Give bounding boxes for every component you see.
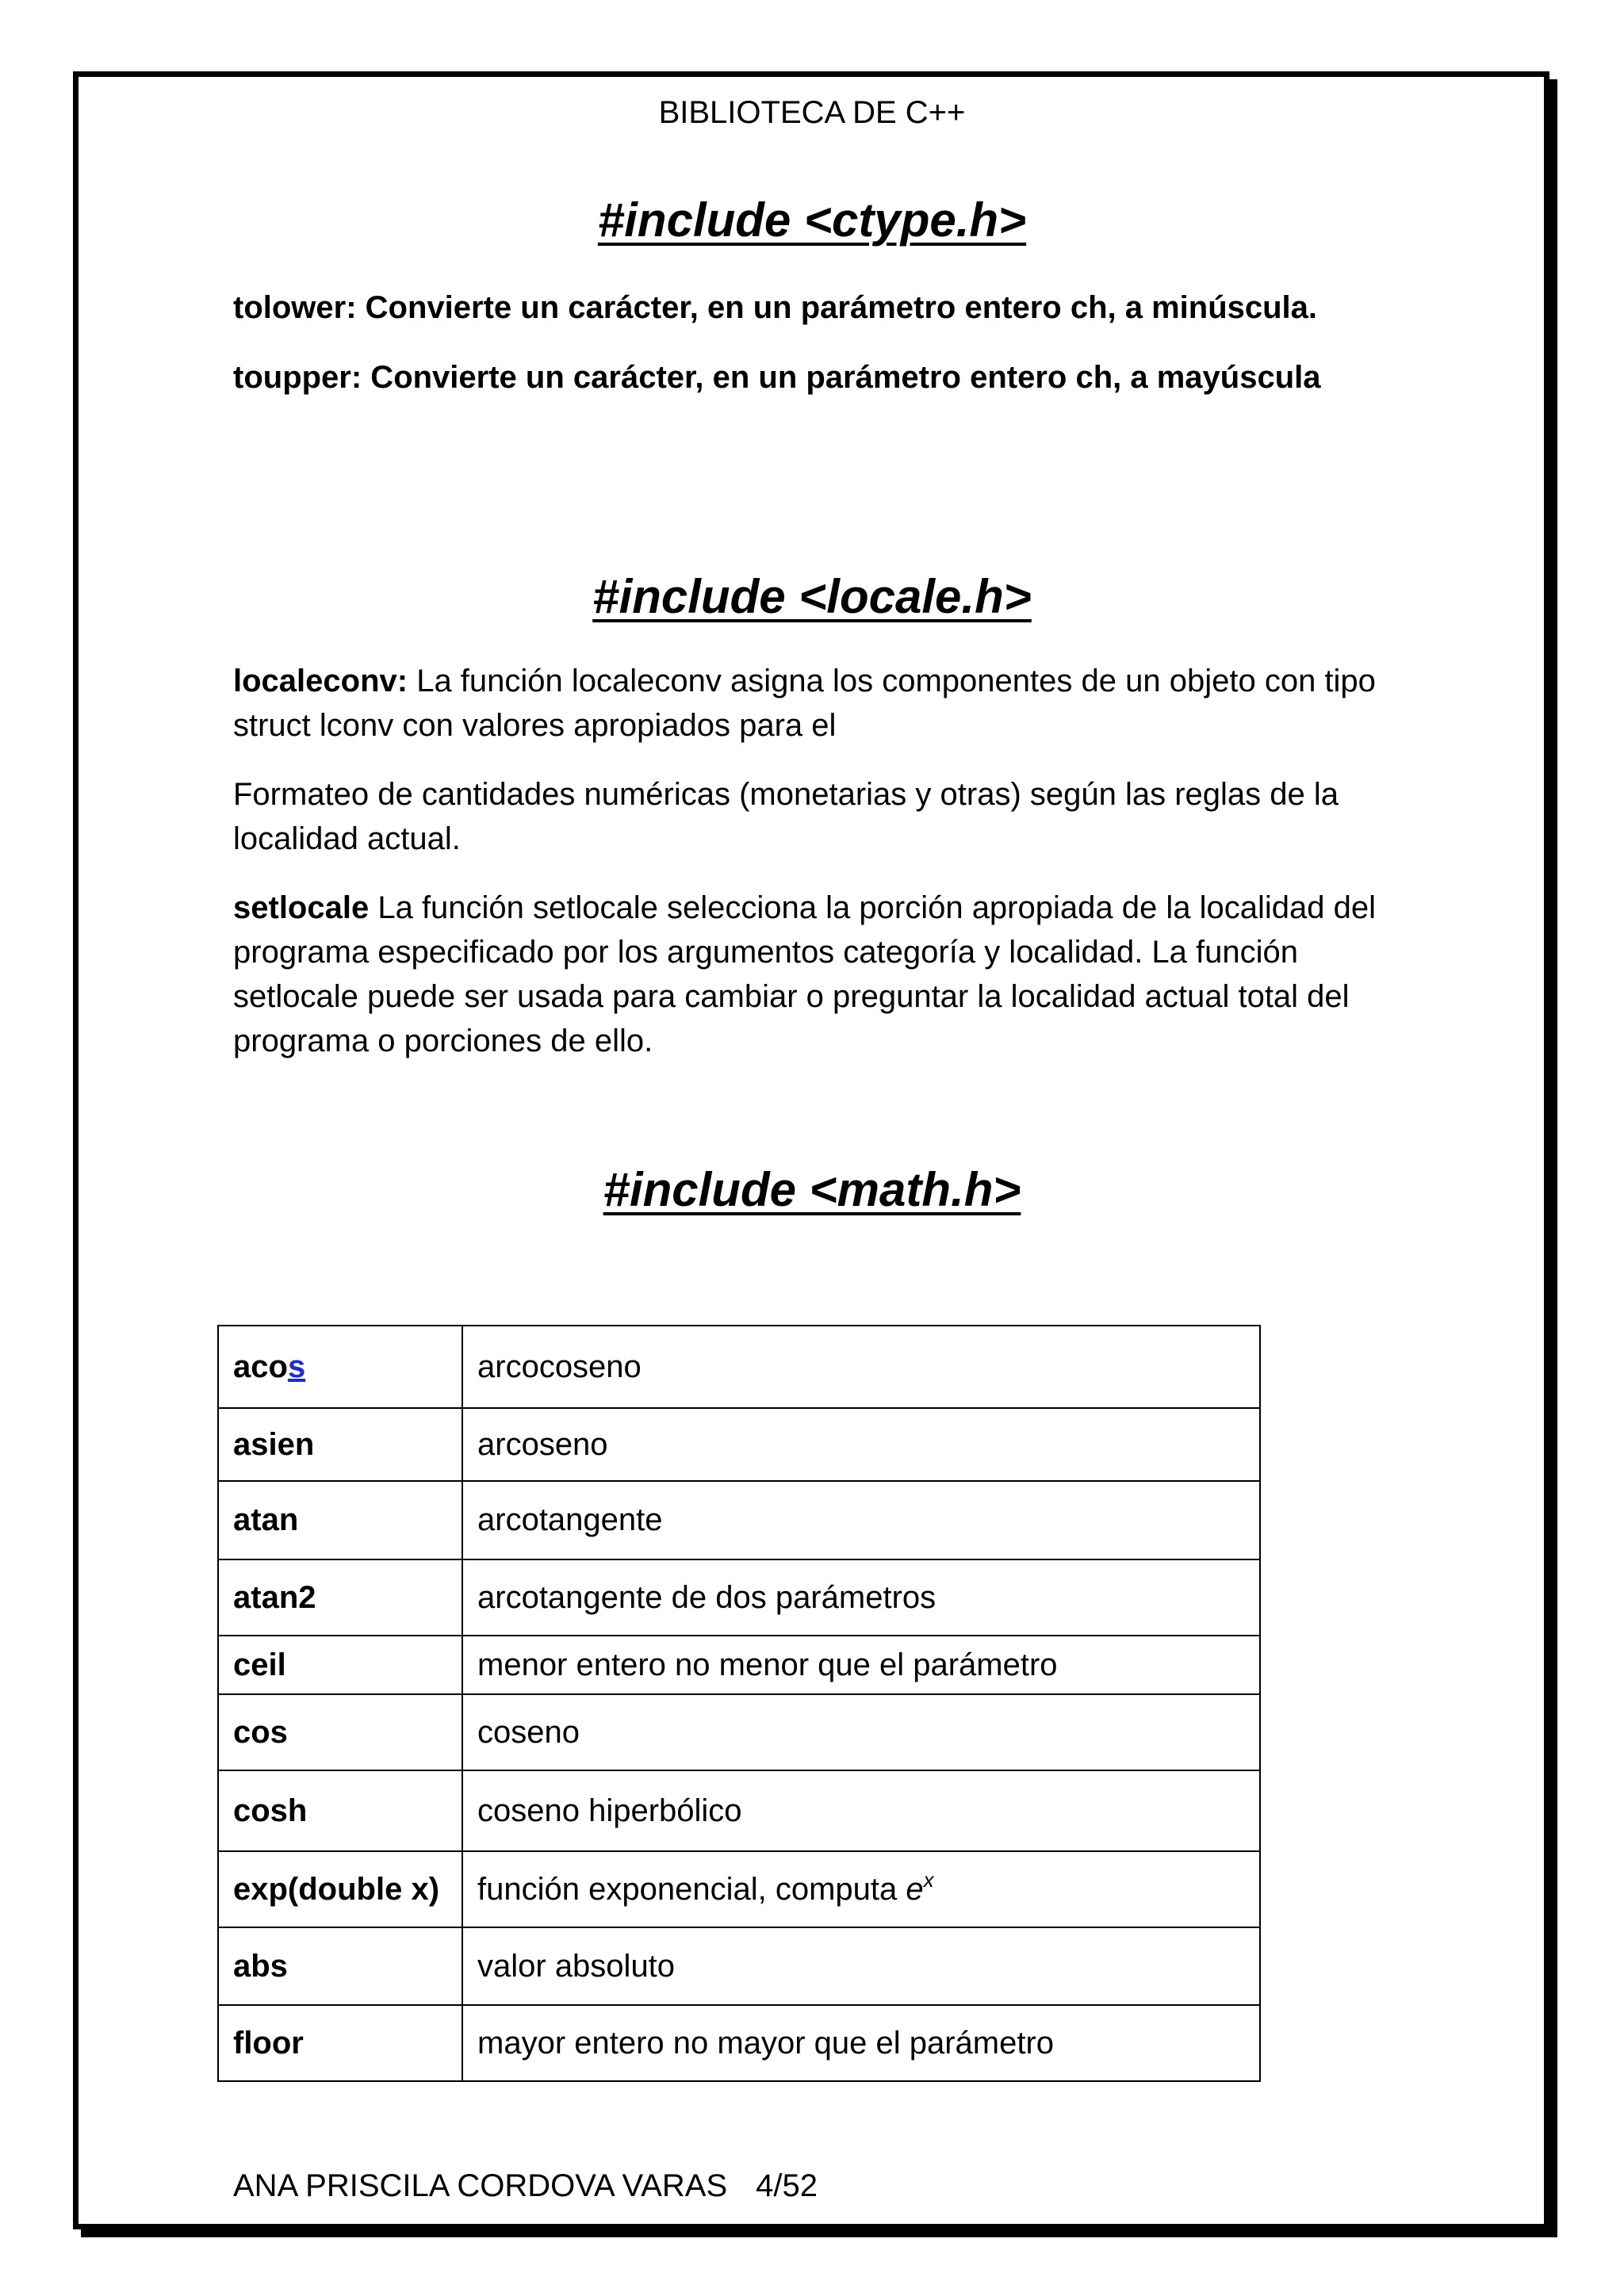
table-row (218, 1927, 1260, 2005)
table-row (218, 1559, 1260, 1636)
footer-author: ANA PRISCILA CORDOVA VARAS (233, 2168, 728, 2203)
function-description: arcotangente de dos parámetros (462, 1559, 1260, 1636)
function-name: atan2 (218, 1559, 462, 1636)
acos-link[interactable]: s (287, 1349, 306, 1384)
formateo-paragraph: Formateo de cantidades numéricas (monetarias y otras) según las reglas de la localidad actual. (233, 777, 1339, 856)
function-description: arcotangente (462, 1481, 1260, 1559)
localeconv-term: localeconv: (233, 664, 408, 698)
table-row (218, 1851, 1260, 1927)
section-title-locale: #include <locale.h> (592, 570, 1032, 623)
localeconv-paragraph (233, 659, 1399, 748)
exp-superscript: x (923, 1867, 934, 1892)
function-name: asien (218, 1408, 462, 1481)
section-title-math: #include <math.h> (603, 1163, 1021, 1216)
function-name: cosh (218, 1770, 462, 1851)
tolower-description: tolower: Convierte un carácter, en un parámetro entero ch, a minúscula. (233, 290, 1318, 325)
exp-description-text: función exponencial, computa (477, 1871, 906, 1907)
function-name-prefix: aco (233, 1349, 288, 1384)
function-description: coseno hiperbólico (462, 1770, 1260, 1851)
table-row (218, 2005, 1260, 2081)
running-header: BIBLIOTECA DE C++ (658, 95, 966, 130)
function-description (462, 1851, 1260, 1927)
toupper-description: toupper: Convierte un carácter, en un parámetro entero ch, a mayúscula (233, 360, 1321, 395)
table-row (218, 1408, 1260, 1481)
page-footer (233, 2168, 818, 2204)
function-description: menor entero no menor que el parámetro (462, 1636, 1260, 1694)
table-row (218, 1636, 1260, 1694)
setlocale-desc: La función setlocale selecciona la porción apropiada de la localidad del programa especificado por los argumentos categoría y localidad. La función setlocale puede ser usada para cambiar o preguntar la localidad actual total del programa o porciones de ello. (233, 890, 1376, 1058)
function-description: valor absoluto (462, 1927, 1260, 2005)
function-name: exp(double x) (218, 1851, 462, 1927)
exp-base-variable: e (906, 1871, 924, 1907)
function-description: mayor entero no mayor que el parámetro (462, 2005, 1260, 2081)
function-description: arcoseno (462, 1408, 1260, 1481)
setlocale-term: setlocale (233, 890, 370, 925)
function-name: abs (218, 1927, 462, 2005)
table-row (218, 1770, 1260, 1851)
function-name: ceil (218, 1636, 462, 1694)
function-name (218, 1326, 462, 1408)
page-number: 4/52 (756, 2168, 818, 2203)
table-row (218, 1694, 1260, 1770)
page-shadow-bottom (81, 2229, 1557, 2237)
function-name: cos (218, 1694, 462, 1770)
section-title-ctype: #include <ctype.h> (597, 193, 1027, 247)
localeconv-desc: La función localeconv asigna los componentes de un objeto con tipo struct lconv con valores apropiados para el (233, 664, 1376, 743)
setlocale-paragraph (233, 886, 1399, 1063)
function-description: arcocoseno (462, 1326, 1260, 1408)
function-name: floor (218, 2005, 462, 2081)
function-description: coseno (462, 1694, 1260, 1770)
math-functions-table (217, 1325, 1261, 2082)
function-name: atan (218, 1481, 462, 1559)
page-shadow-right (1549, 79, 1557, 2237)
table-row (218, 1481, 1260, 1559)
table-row (218, 1326, 1260, 1408)
